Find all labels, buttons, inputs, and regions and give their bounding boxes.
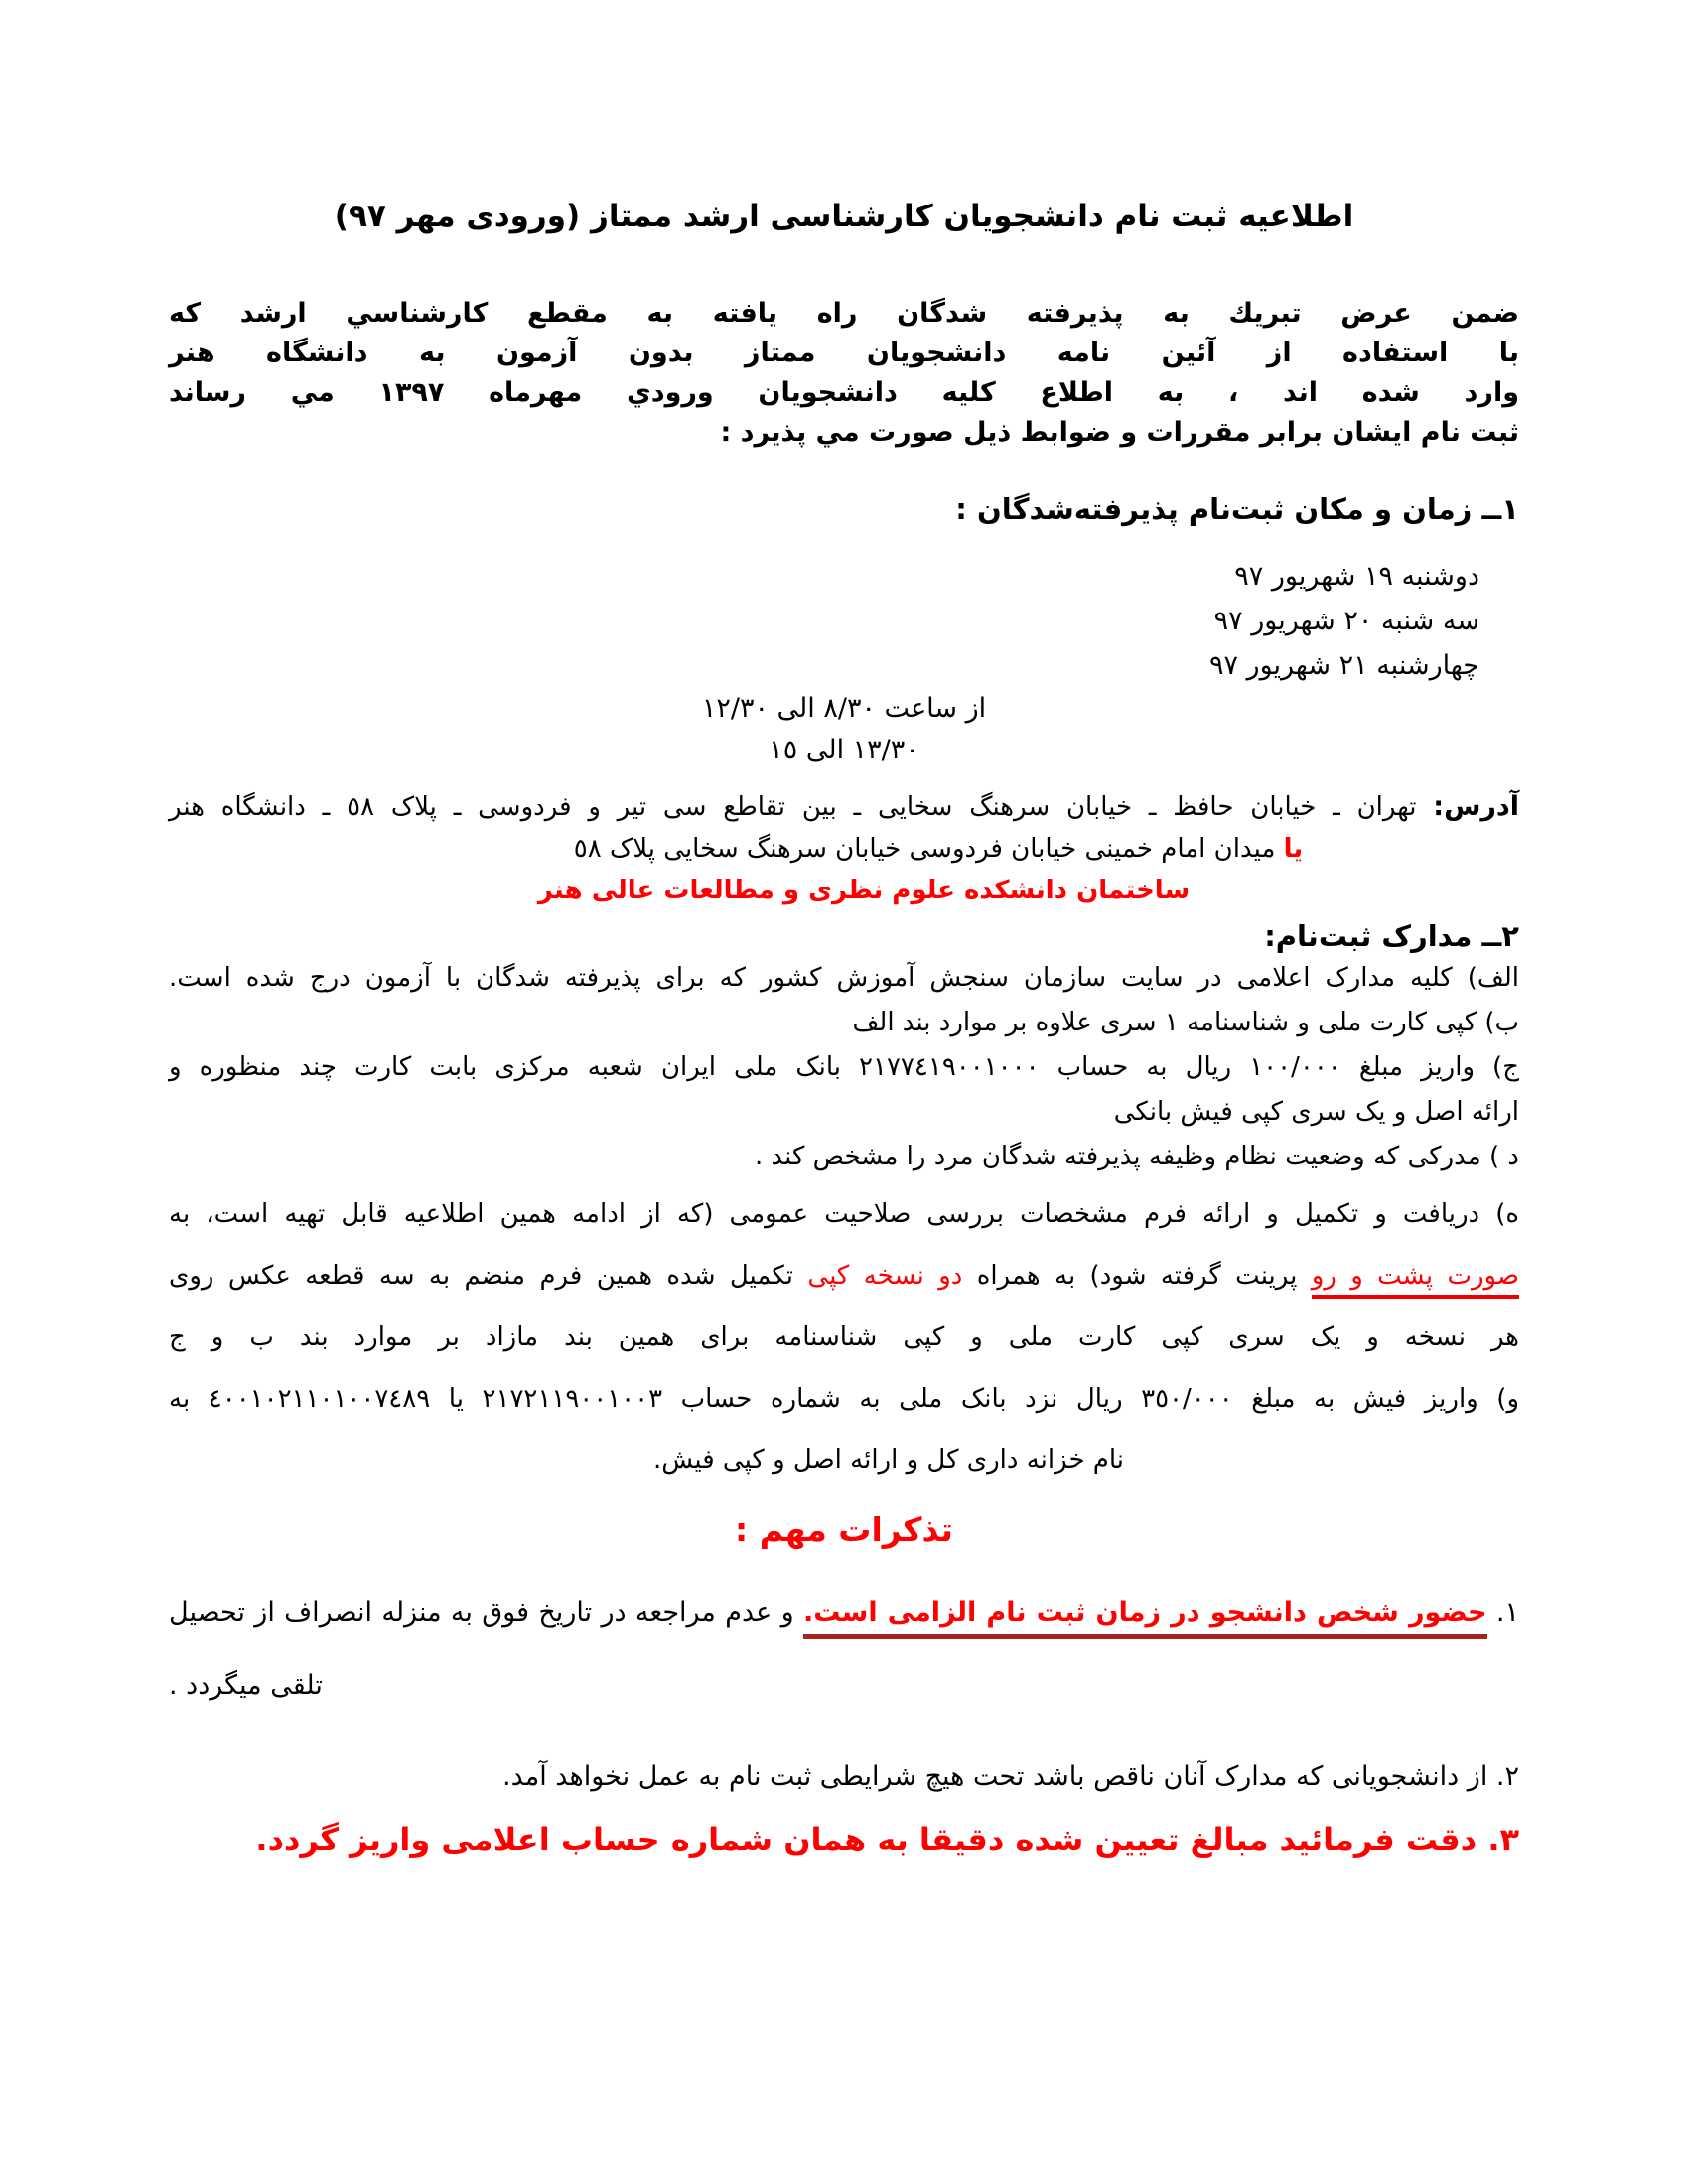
item-vav-line1: و) واریز فیش به مبلغ ٣٥٠/٠٠٠ ریال نزد بانک ملی به شماره حساب ٢١٧٢١١٩٠٠١٠٠٣ یا ٤٠٠١٠٢١١٠١٠٠٧٤٨٩ به	[169, 1384, 1519, 1414]
time-line: از ساعت ٨/٣٠ الی ١٢/٣٠	[701, 693, 987, 724]
item-be: ب) کپی کارت ملی و شناسنامه ١ سری علاوه بر موارد بند الف	[852, 1008, 1519, 1037]
section1-heading: ١ــ زمان و مکان ثبت‌نام پذیرفته‌شدگان :	[955, 492, 1519, 526]
intro-line: با استفاده از آئین نامه دانشجویان ممتاز بدون آزمون به دانشگاه هنر	[169, 338, 1519, 368]
two-copies-highlight: دو نسخه کپی	[807, 1261, 963, 1291]
item-vav	[169, 1368, 1519, 1491]
registration-dates	[169, 554, 1519, 688]
item-he	[169, 1183, 1519, 1368]
alternate-address-text: میدان امام خمینی خیابان فردوسی خیابان سرهنگ سخایی پلاک ٥٨	[573, 834, 1276, 864]
section2-heading: ٢ــ مدارک ثبت‌نام:	[1264, 919, 1519, 953]
date-line: سه شنبه ٢٠ شهریور ٩٧	[1213, 606, 1479, 636]
note-2: ٢. از دانشجویانی که مدارک آنان ناقص باشد تحت هیچ شرایطی ثبت نام به عمل نخواهد آمد.	[502, 1761, 1519, 1792]
alternate-address-line	[357, 827, 1519, 871]
item-he-line2-tail: تکمیل شده همین فرم منضم به سه قطعه عکس روی	[169, 1261, 794, 1291]
item-he-line2	[169, 1245, 1519, 1306]
item-jim-line2: ارائه اصل و یک سری کپی فیش بانکی	[1113, 1097, 1519, 1127]
important-notes-heading: تذکرات مهم :	[735, 1510, 953, 1549]
back-front-highlight: صورت پشت و رو	[1312, 1261, 1519, 1299]
intro-line: ضمن عرض تبریك به پذیرفته شدگان راه یافته به مقطع كارشناسي ارشد كه	[169, 298, 1519, 329]
note1-continuation: تلقی میگردد .	[169, 1670, 323, 1701]
date-line: چهارشنبه ٢١ شهریور ٩٧	[1208, 650, 1479, 681]
item-alef: الف) کلیه مدارک اعلامی در سایت سازمان سنجش آموزش کشور که برای پذیرفته شدگان با آزمون درج شده است.	[169, 963, 1519, 993]
time-line: ١٣/٣٠ الی ١٥	[769, 735, 919, 765]
or-label: یا	[1283, 834, 1304, 864]
item-he-line1: ه) دریافت و تکمیل و ارائه فرم مشخصات بررسی صلاحیت عمومی (که از ادامه همین اطلاعیه قابل تهیه است، به	[169, 1199, 1519, 1229]
note-3: ٣. دقت فرمائید مبالغ تعیین شده دقیقا به همان شماره حساب اعلامی واریز گردد.	[255, 1821, 1519, 1858]
intro-paragraph	[169, 294, 1519, 453]
documents-list	[169, 956, 1519, 1491]
note1-number: ١.	[1495, 1597, 1519, 1628]
address-text: تهران ـ خیابان حافظ ـ خیابان سرهنگ سخایی ـ بین تقاطع سی تیر و فردوسی ـ پلاک ٥٨ ـ دانشگاه هنر	[169, 792, 1417, 822]
note-1	[169, 1588, 1519, 1732]
item-jim-line1: ج) واریز مبلغ ١٠٠/٠٠٠ ریال به حساب ٢١٧٧٤١٩٠٠١٠٠٠ بانک ملی ایران شعبه مرکزی بابت کارت چند منظوره و	[169, 1052, 1519, 1082]
building-line: ساختمان دانشکده علوم نظری و مطالعات عالی هنر	[537, 876, 1191, 905]
document-title: اطلاعیه ثبت نام دانشجویان کارشناسی ارشد ممتاز (ورودی مهر ۹۷)	[334, 199, 1354, 234]
note1-rest: و عدم مراجعه در تاریخ فوق به منزله انصراف از تحصیل	[169, 1597, 794, 1628]
intro-line: ثبت نام ایشان برابر مقررات و ضوابط ذیل صورت مي پذیرد :	[720, 417, 1519, 448]
item-he-line3: هر نسخه و یک سری کپی کارت ملی و کپی شناسنامه برای همین بند مازاد بر موارد بند ب و ج	[169, 1322, 1519, 1352]
date-line: دوشنبه ١٩ شهریور ٩٧	[1234, 561, 1479, 592]
item-vav-line2: نام خزانه داری کل و ارائه اصل و کپی فیش.	[652, 1445, 1125, 1475]
address-label: آدرس:	[1433, 791, 1519, 822]
address-line	[169, 787, 1519, 827]
item-he-line2-mid: پرینت گرفته شود) به همراه	[976, 1261, 1298, 1291]
item-dal: د ) مدرکی که وضعیت نظام وظیفه پذیرفته شدگان مرد را مشخص کند .	[754, 1142, 1519, 1171]
intro-line: وارد شده اند ، به اطلاع كلیه دانشجویان ورودي مهرماه ١٣٩٧ مي رساند	[169, 377, 1519, 408]
note1-line1	[169, 1588, 1519, 1638]
registration-times	[169, 688, 1519, 771]
note1-highlight: حضور شخص دانشجو در زمان ثبت نام الزامی است.	[803, 1597, 1487, 1639]
